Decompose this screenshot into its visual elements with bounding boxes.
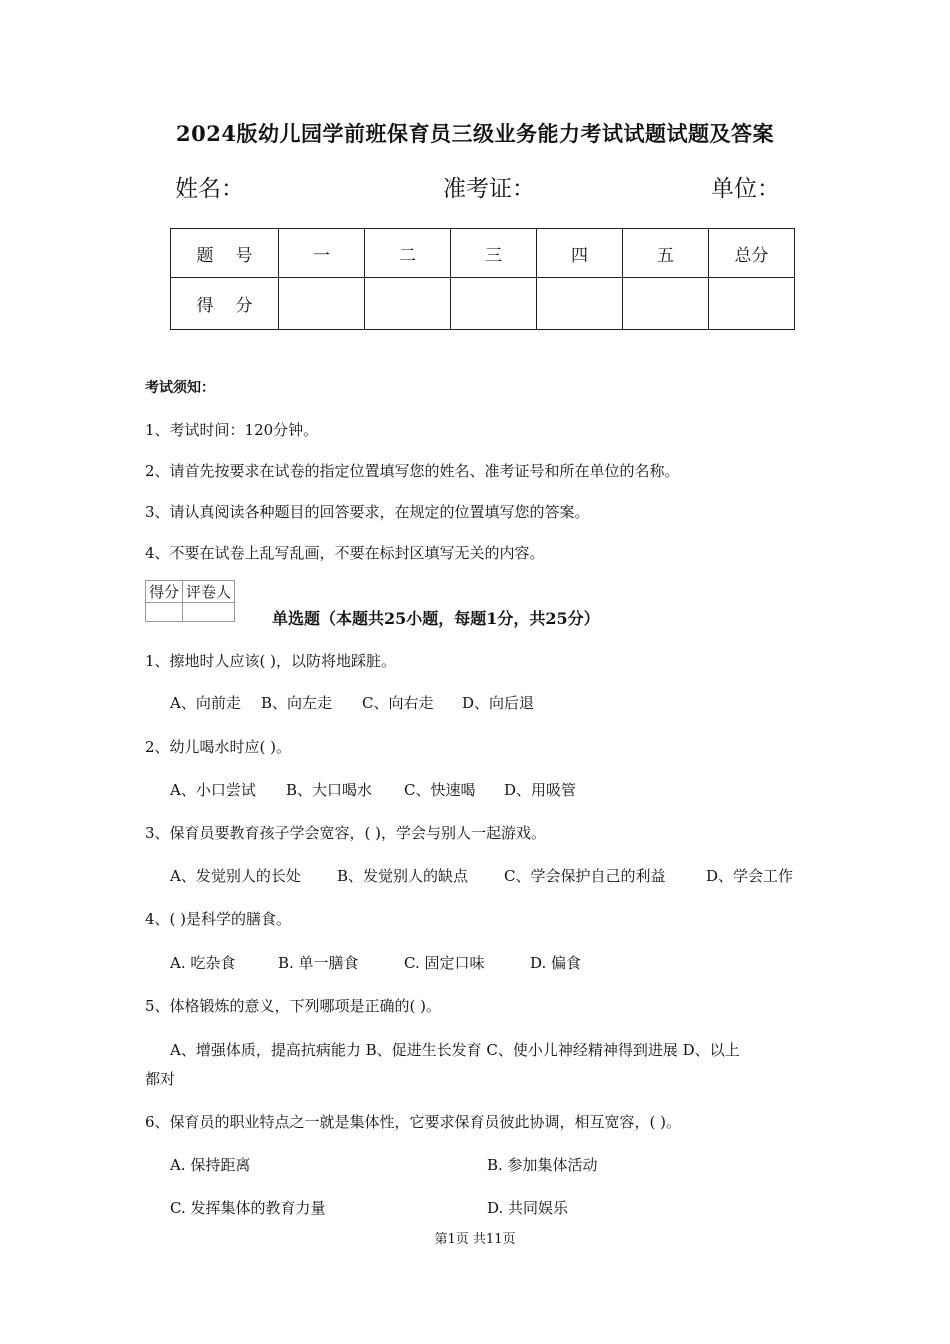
notice-item: 4、不要在试卷上乱写乱画，不要在标封区填写无关的内容。 bbox=[145, 544, 545, 562]
question-option: C、向右走 bbox=[362, 694, 434, 712]
score-table-column: 总分 bbox=[709, 229, 795, 278]
page-footer: 第1页 共11页 bbox=[434, 1232, 516, 1247]
question-option: C、快速喝 bbox=[404, 781, 476, 799]
grader-box-score-label: 得分 bbox=[146, 581, 183, 603]
question-stem: 5、体格锻炼的意义，下列哪项是正确的( )。 bbox=[145, 997, 442, 1015]
score-cell[interactable] bbox=[709, 278, 795, 330]
question-stem: 1、擦地时人应该( )，以防将地踩脏。 bbox=[145, 652, 397, 670]
question-option: A. 保持距离 bbox=[170, 1156, 251, 1174]
exam-number-field-label: 准考证： bbox=[443, 176, 535, 202]
question-option: A. 吃杂食 bbox=[170, 954, 236, 972]
question-option: A、向前走 bbox=[170, 694, 241, 712]
grader-box-score-cell[interactable] bbox=[146, 603, 183, 622]
question-option: D、学会工作 bbox=[706, 867, 794, 885]
question-stem: 6、保育员的职业特点之一就是集体性，它要求保育员彼此协调，相互宽容，( )。 bbox=[145, 1113, 682, 1131]
question-option: C. 发挥集体的教育力量 bbox=[170, 1199, 326, 1217]
score-table-score-row bbox=[171, 278, 795, 330]
question-option: D. 共同娱乐 bbox=[487, 1199, 569, 1217]
notice-item: 2、请首先按要求在试卷的指定位置填写您的姓名、准考证号和所在单位的名称。 bbox=[145, 462, 680, 480]
score-table-row-label: 得分 bbox=[171, 278, 279, 330]
question-option: D、用吸管 bbox=[504, 781, 577, 799]
question-option: C、学会保护自己的利益 bbox=[504, 867, 666, 885]
score-table-column: 五 bbox=[623, 229, 709, 278]
question-option: B、向左走 bbox=[261, 694, 333, 712]
grader-box-grader-label: 评卷人 bbox=[183, 581, 235, 603]
score-cell[interactable] bbox=[451, 278, 537, 330]
notice-heading: 考试须知： bbox=[145, 380, 215, 396]
score-table-column: 一 bbox=[279, 229, 365, 278]
notice-item: 1、考试时间：120分钟。 bbox=[145, 421, 319, 439]
score-table-column: 二 bbox=[365, 229, 451, 278]
notice-item: 3、请认真阅读各种题目的回答要求，在规定的位置填写您的答案。 bbox=[145, 503, 590, 521]
question-option: D、向后退 bbox=[462, 694, 535, 712]
question-stem: 2、幼儿喝水时应( )。 bbox=[145, 738, 292, 756]
score-table-header-label: 题号 bbox=[171, 229, 279, 278]
score-table bbox=[170, 228, 795, 330]
name-field-label: 姓名： bbox=[175, 176, 244, 202]
score-cell[interactable] bbox=[279, 278, 365, 330]
score-cell[interactable] bbox=[623, 278, 709, 330]
score-cell[interactable] bbox=[365, 278, 451, 330]
question-stem: 4、( )是科学的膳食。 bbox=[145, 910, 292, 928]
score-cell[interactable] bbox=[537, 278, 623, 330]
question-options-line: A、增强体质，提高抗病能力 B、促进生长发育 C、使小儿神经精神得到进展 D、以上 bbox=[170, 1041, 740, 1059]
score-table-header-row bbox=[171, 229, 795, 278]
unit-field-label: 单位： bbox=[711, 176, 780, 202]
grader-box bbox=[145, 580, 235, 622]
question-option: B、发觉别人的缺点 bbox=[337, 867, 469, 885]
question-stem: 3、保育员要教育孩子学会宽容，( )，学会与别人一起游戏。 bbox=[145, 824, 547, 842]
question-option: B、大口喝水 bbox=[286, 781, 373, 799]
question-options-line: 都对 bbox=[145, 1070, 176, 1088]
score-table-column: 三 bbox=[451, 229, 537, 278]
question-option: B. 单一膳食 bbox=[278, 954, 359, 972]
question-option: A、发觉别人的长处 bbox=[170, 867, 301, 885]
page-title: 2024版幼儿园学前班保育员三级业务能力考试试题试题及答案 bbox=[176, 121, 774, 146]
question-option: B. 参加集体活动 bbox=[487, 1156, 598, 1174]
grader-box-grader-cell[interactable] bbox=[183, 603, 235, 622]
question-option: A、小口尝试 bbox=[170, 781, 256, 799]
score-table-column: 四 bbox=[537, 229, 623, 278]
question-option: C. 固定口味 bbox=[404, 954, 485, 972]
question-option: D. 偏食 bbox=[530, 954, 582, 972]
section-title: 单选题（本题共25小题，每题1分，共25分） bbox=[272, 609, 600, 628]
